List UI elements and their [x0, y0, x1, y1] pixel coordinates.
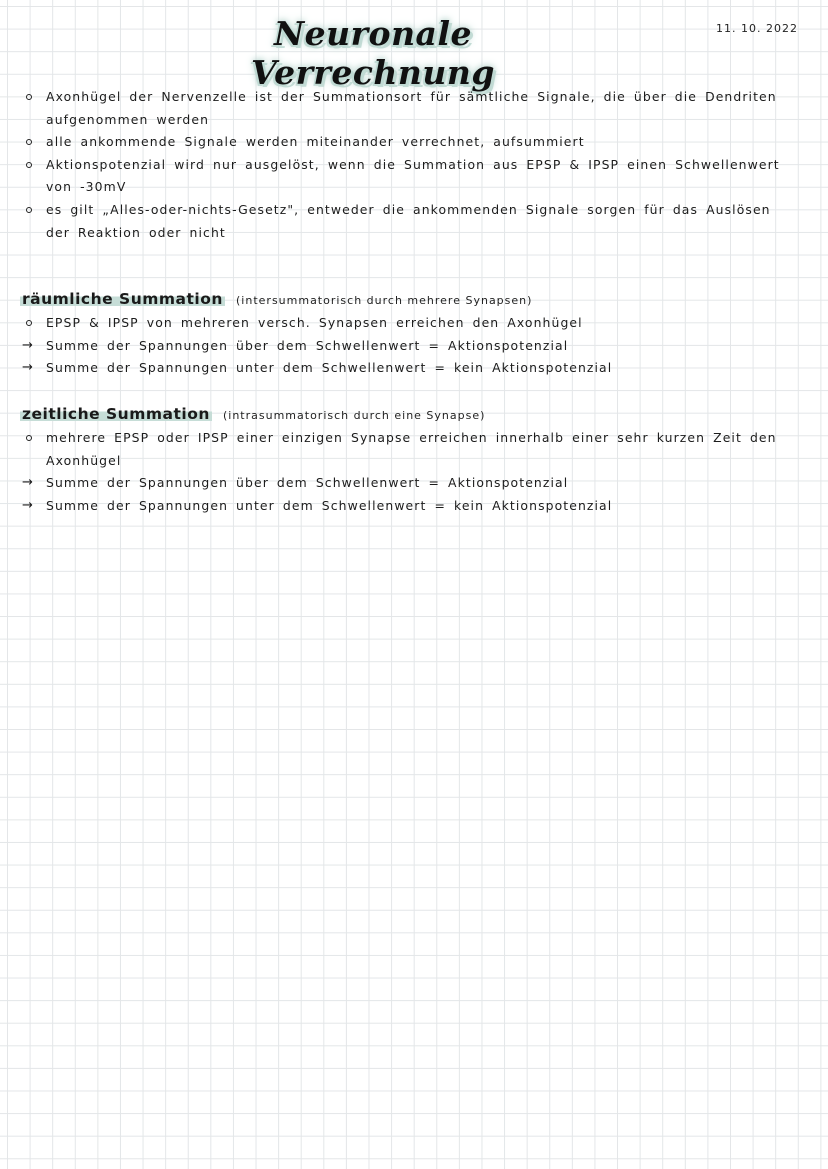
spatial-summation-list — [22, 312, 802, 380]
bullet-icon — [26, 162, 32, 168]
bullet-icon — [26, 94, 32, 100]
list-item — [22, 472, 802, 495]
list-item — [22, 335, 802, 358]
section-title: zeitliche Summation — [22, 405, 210, 423]
list-item — [22, 131, 802, 154]
list-item-text: Summe der Spannungen unter dem Schwellenwert = kein Aktionspotenzial — [46, 360, 613, 376]
section-title: räumliche Summation — [22, 290, 223, 308]
arrow-right-icon: → — [22, 497, 34, 513]
list-item-text: Summe der Spannungen unter dem Schwellenwert = kein Aktionspotenzial — [46, 497, 613, 513]
section-note: (intersummatorisch durch mehrere Synapsen) — [236, 294, 533, 307]
section-heading-spatial — [20, 289, 532, 308]
bullet-icon — [26, 139, 32, 145]
list-item-text: Axonhügel der Nervenzelle ist der Summationsort für sämtliche Signale, die über die Dendriten aufgenommen werden — [46, 89, 777, 127]
arrow-right-icon: → — [22, 360, 34, 376]
list-item-text: Summe der Spannungen über dem Schwellenwert = Aktionspotenzial — [46, 475, 569, 491]
section-note: (intrasummatorisch durch eine Synapse) — [222, 409, 486, 422]
list-item — [22, 427, 802, 472]
list-item-text: es gilt „Alles-oder-nichts-Gesetz", entweder die ankommenden Signale sorgen für das Auslösen der Reaktion oder nicht — [46, 201, 771, 240]
section-heading-temporal — [20, 404, 485, 423]
bullet-icon — [26, 207, 32, 213]
list-item-text: Summe der Spannungen über dem Schwellenwert = Aktionspotenzial — [46, 337, 569, 353]
arrow-right-icon: → — [22, 475, 34, 491]
list-item-text: EPSP & IPSP von mehreren versch. Synapsen erreichen den Axonhügel — [46, 315, 583, 330]
list-item-text: alle ankommende Signale werden miteinander verrechnet, aufsummiert — [46, 134, 585, 150]
list-item — [22, 495, 802, 518]
list-item — [22, 199, 802, 244]
list-item-text: mehrere EPSP oder IPSP einer einzigen Synapse erreichen innerhalb einer sehr kurzen Zeit den Axonhügel — [46, 430, 777, 468]
arrow-right-icon: → — [22, 337, 34, 353]
list-item — [22, 154, 802, 199]
temporal-summation-list — [22, 427, 802, 517]
bullet-icon — [26, 435, 32, 441]
list-item — [22, 312, 802, 335]
intro-list — [22, 86, 802, 244]
page-title: Neuronale Verrechnung — [251, 14, 495, 92]
bullet-icon — [26, 320, 32, 326]
list-item — [22, 86, 802, 131]
list-item-text: Aktionspotenzial wird nur ausgelöst, wenn die Summation aus EPSP & IPSP einen Schwellenwert von -30mV — [46, 156, 780, 195]
list-item — [22, 357, 802, 380]
page-date: 11. 10. 2022 — [716, 22, 798, 35]
